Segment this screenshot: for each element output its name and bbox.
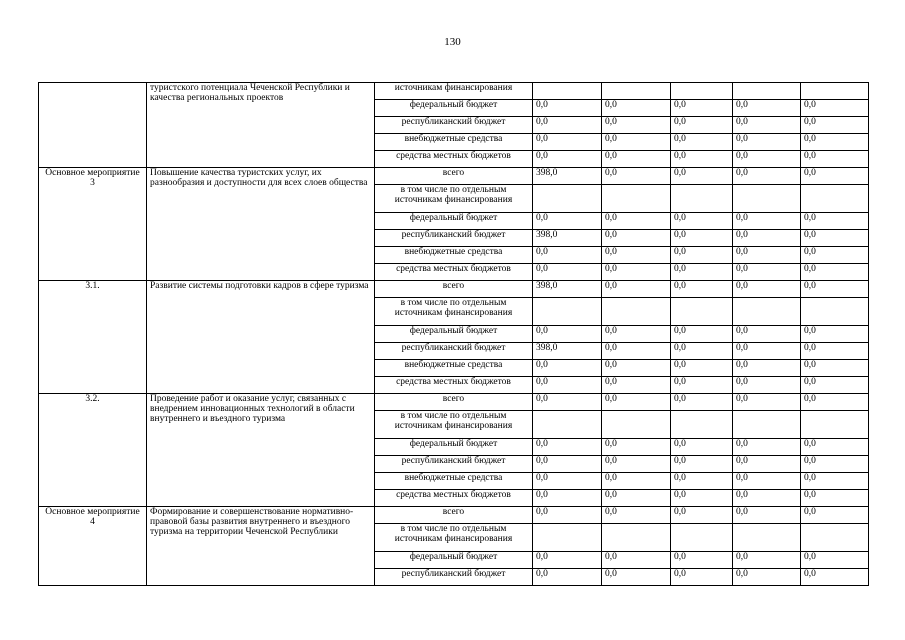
funding-source-cell: всего xyxy=(375,507,533,524)
amount-cell xyxy=(602,83,671,100)
amount-cell: 0,0 xyxy=(733,552,801,569)
amount-cell: 0,0 xyxy=(733,569,801,586)
amount-cell: 0,0 xyxy=(801,117,869,134)
amount-cell: 0,0 xyxy=(801,360,869,377)
funding-source-cell: средства местных бюджетов xyxy=(375,264,533,281)
amount-cell: 0,0 xyxy=(801,439,869,456)
amount-cell: 0,0 xyxy=(533,507,602,524)
amount-cell xyxy=(533,185,602,213)
amount-cell: 0,0 xyxy=(733,168,801,185)
activity-name-cell: туристского потенциала Чеченской Республики и качества региональных проектов xyxy=(147,83,375,168)
amount-cell xyxy=(801,83,869,100)
amount-cell: 0,0 xyxy=(801,230,869,247)
amount-cell: 0,0 xyxy=(533,569,602,586)
amount-cell: 0,0 xyxy=(733,281,801,298)
amount-cell: 0,0 xyxy=(733,134,801,151)
amount-cell: 0,0 xyxy=(733,100,801,117)
funding-source-cell: республиканский бюджет xyxy=(375,569,533,586)
amount-cell: 0,0 xyxy=(602,507,671,524)
amount-cell: 0,0 xyxy=(533,326,602,343)
funding-source-cell: республиканский бюджет xyxy=(375,343,533,360)
amount-cell: 0,0 xyxy=(801,343,869,360)
table-row xyxy=(39,281,869,298)
amount-cell: 0,0 xyxy=(671,456,733,473)
funding-source-cell: источникам финансирования xyxy=(375,83,533,100)
activity-name-cell: Проведение работ и оказание услуг, связанных с внедрением инновационных технологий в области внутреннего и въездного туризма xyxy=(147,394,375,507)
funding-source-cell: средства местных бюджетов xyxy=(375,490,533,507)
amount-cell: 0,0 xyxy=(533,377,602,394)
page-number: 130 xyxy=(444,36,461,48)
amount-cell: 0,0 xyxy=(801,168,869,185)
amount-cell: 0,0 xyxy=(733,151,801,168)
funding-source-cell: федеральный бюджет xyxy=(375,326,533,343)
activity-code-cell xyxy=(39,83,147,168)
amount-cell: 0,0 xyxy=(801,100,869,117)
amount-cell xyxy=(533,83,602,100)
amount-cell xyxy=(671,298,733,326)
amount-cell: 0,0 xyxy=(671,360,733,377)
amount-cell: 0,0 xyxy=(602,490,671,507)
funding-source-cell: федеральный бюджет xyxy=(375,439,533,456)
amount-cell: 0,0 xyxy=(602,569,671,586)
amount-cell: 0,0 xyxy=(733,230,801,247)
amount-cell: 0,0 xyxy=(602,264,671,281)
activity-code-cell: 3.1. xyxy=(39,281,147,394)
amount-cell: 0,0 xyxy=(733,213,801,230)
amount-cell: 0,0 xyxy=(602,552,671,569)
amount-cell: 0,0 xyxy=(533,100,602,117)
amount-cell: 0,0 xyxy=(733,247,801,264)
funding-source-cell: федеральный бюджет xyxy=(375,213,533,230)
amount-cell: 0,0 xyxy=(733,117,801,134)
amount-cell: 0,0 xyxy=(733,473,801,490)
amount-cell: 0,0 xyxy=(671,473,733,490)
funding-source-cell: внебюджетные средства xyxy=(375,247,533,264)
table-row xyxy=(39,168,869,185)
amount-cell xyxy=(733,298,801,326)
funding-source-cell: федеральный бюджет xyxy=(375,552,533,569)
amount-cell: 0,0 xyxy=(602,100,671,117)
amount-cell: 0,0 xyxy=(671,168,733,185)
amount-cell: 0,0 xyxy=(602,377,671,394)
budget-table xyxy=(38,82,869,586)
funding-source-cell: средства местных бюджетов xyxy=(375,377,533,394)
amount-cell xyxy=(533,298,602,326)
table-row xyxy=(39,507,869,524)
amount-cell xyxy=(733,411,801,439)
amount-cell: 0,0 xyxy=(801,134,869,151)
amount-cell: 0,0 xyxy=(733,377,801,394)
amount-cell: 0,0 xyxy=(533,151,602,168)
amount-cell: 0,0 xyxy=(671,326,733,343)
amount-cell: 0,0 xyxy=(533,264,602,281)
amount-cell: 398,0 xyxy=(533,230,602,247)
amount-cell: 0,0 xyxy=(602,326,671,343)
amount-cell: 0,0 xyxy=(801,377,869,394)
amount-cell: 0,0 xyxy=(733,360,801,377)
amount-cell: 0,0 xyxy=(801,247,869,264)
amount-cell: 0,0 xyxy=(533,456,602,473)
funding-source-cell: всего xyxy=(375,281,533,298)
amount-cell: 0,0 xyxy=(602,213,671,230)
amount-cell xyxy=(602,298,671,326)
table-body xyxy=(39,83,869,586)
amount-cell: 0,0 xyxy=(671,100,733,117)
amount-cell: 0,0 xyxy=(602,151,671,168)
amount-cell: 398,0 xyxy=(533,168,602,185)
amount-cell: 0,0 xyxy=(801,473,869,490)
amount-cell: 0,0 xyxy=(801,213,869,230)
activity-name-cell: Развитие системы подготовки кадров в сфере туризма xyxy=(147,281,375,394)
amount-cell: 0,0 xyxy=(602,456,671,473)
amount-cell: 0,0 xyxy=(671,134,733,151)
amount-cell xyxy=(801,411,869,439)
amount-cell xyxy=(533,524,602,552)
activity-name-cell: Формирование и совершенствование нормативно-правовой базы развития внутреннего и въездного туризма на территории Чеченской Республики xyxy=(147,507,375,586)
amount-cell xyxy=(801,298,869,326)
amount-cell: 0,0 xyxy=(801,456,869,473)
amount-cell: 0,0 xyxy=(671,552,733,569)
amount-cell: 398,0 xyxy=(533,281,602,298)
amount-cell: 0,0 xyxy=(733,326,801,343)
amount-cell: 0,0 xyxy=(533,439,602,456)
amount-cell: 0,0 xyxy=(671,343,733,360)
funding-source-cell: всего xyxy=(375,168,533,185)
funding-source-cell: в том числе по отдельным источникам финансирования xyxy=(375,411,533,439)
funding-source-cell: республиканский бюджет xyxy=(375,456,533,473)
funding-source-cell: республиканский бюджет xyxy=(375,230,533,247)
amount-cell: 0,0 xyxy=(671,151,733,168)
amount-cell: 0,0 xyxy=(533,473,602,490)
amount-cell: 0,0 xyxy=(733,456,801,473)
amount-cell: 0,0 xyxy=(671,264,733,281)
amount-cell: 0,0 xyxy=(533,247,602,264)
amount-cell: 0,0 xyxy=(801,394,869,411)
amount-cell: 0,0 xyxy=(801,151,869,168)
amount-cell: 0,0 xyxy=(733,264,801,281)
funding-source-cell: в том числе по отдельным источникам финансирования xyxy=(375,185,533,213)
amount-cell: 0,0 xyxy=(671,247,733,264)
amount-cell: 0,0 xyxy=(733,439,801,456)
amount-cell: 0,0 xyxy=(801,326,869,343)
amount-cell: 0,0 xyxy=(602,281,671,298)
amount-cell xyxy=(733,83,801,100)
amount-cell: 0,0 xyxy=(671,230,733,247)
amount-cell: 0,0 xyxy=(602,117,671,134)
amount-cell: 0,0 xyxy=(602,247,671,264)
amount-cell xyxy=(533,411,602,439)
amount-cell xyxy=(671,524,733,552)
amount-cell: 0,0 xyxy=(671,281,733,298)
amount-cell: 0,0 xyxy=(533,394,602,411)
funding-source-cell: внебюджетные средства xyxy=(375,360,533,377)
amount-cell: 0,0 xyxy=(801,490,869,507)
amount-cell: 0,0 xyxy=(733,507,801,524)
activity-code-cell: 3.2. xyxy=(39,394,147,507)
amount-cell: 0,0 xyxy=(801,569,869,586)
amount-cell: 0,0 xyxy=(602,473,671,490)
amount-cell: 0,0 xyxy=(533,490,602,507)
amount-cell: 0,0 xyxy=(602,168,671,185)
funding-source-cell: всего xyxy=(375,394,533,411)
amount-cell xyxy=(733,524,801,552)
amount-cell: 0,0 xyxy=(801,264,869,281)
funding-source-cell: республиканский бюджет xyxy=(375,117,533,134)
funding-source-cell: в том числе по отдельным источникам финансирования xyxy=(375,524,533,552)
funding-source-cell: средства местных бюджетов xyxy=(375,151,533,168)
amount-cell: 0,0 xyxy=(733,343,801,360)
amount-cell: 398,0 xyxy=(533,343,602,360)
funding-source-cell: федеральный бюджет xyxy=(375,100,533,117)
amount-cell xyxy=(733,185,801,213)
amount-cell: 0,0 xyxy=(801,552,869,569)
activity-code-cell: Основное мероприятие 3 xyxy=(39,168,147,281)
amount-cell: 0,0 xyxy=(671,569,733,586)
amount-cell: 0,0 xyxy=(733,490,801,507)
amount-cell: 0,0 xyxy=(671,439,733,456)
amount-cell: 0,0 xyxy=(602,134,671,151)
amount-cell: 0,0 xyxy=(533,552,602,569)
amount-cell xyxy=(801,185,869,213)
amount-cell: 0,0 xyxy=(602,230,671,247)
amount-cell: 0,0 xyxy=(671,213,733,230)
amount-cell xyxy=(602,524,671,552)
table-row xyxy=(39,83,869,100)
amount-cell: 0,0 xyxy=(602,439,671,456)
amount-cell xyxy=(671,411,733,439)
amount-cell: 0,0 xyxy=(671,507,733,524)
amount-cell xyxy=(671,185,733,213)
amount-cell: 0,0 xyxy=(671,377,733,394)
activity-name-cell: Повышение качества туристских услуг, их разнообразия и доступности для всех слоев общества xyxy=(147,168,375,281)
funding-source-cell: внебюджетные средства xyxy=(375,473,533,490)
amount-cell: 0,0 xyxy=(602,360,671,377)
funding-source-cell: в том числе по отдельным источникам финансирования xyxy=(375,298,533,326)
amount-cell: 0,0 xyxy=(533,134,602,151)
amount-cell: 0,0 xyxy=(671,490,733,507)
activity-code-cell: Основное мероприятие 4 xyxy=(39,507,147,586)
amount-cell xyxy=(602,411,671,439)
amount-cell: 0,0 xyxy=(533,213,602,230)
amount-cell: 0,0 xyxy=(533,360,602,377)
amount-cell: 0,0 xyxy=(533,117,602,134)
amount-cell xyxy=(801,524,869,552)
amount-cell: 0,0 xyxy=(602,343,671,360)
amount-cell: 0,0 xyxy=(733,394,801,411)
amount-cell: 0,0 xyxy=(801,281,869,298)
amount-cell: 0,0 xyxy=(801,507,869,524)
amount-cell: 0,0 xyxy=(671,394,733,411)
funding-source-cell: внебюджетные средства xyxy=(375,134,533,151)
table-row xyxy=(39,394,869,411)
amount-cell: 0,0 xyxy=(671,117,733,134)
amount-cell xyxy=(671,83,733,100)
amount-cell xyxy=(602,185,671,213)
amount-cell: 0,0 xyxy=(602,394,671,411)
